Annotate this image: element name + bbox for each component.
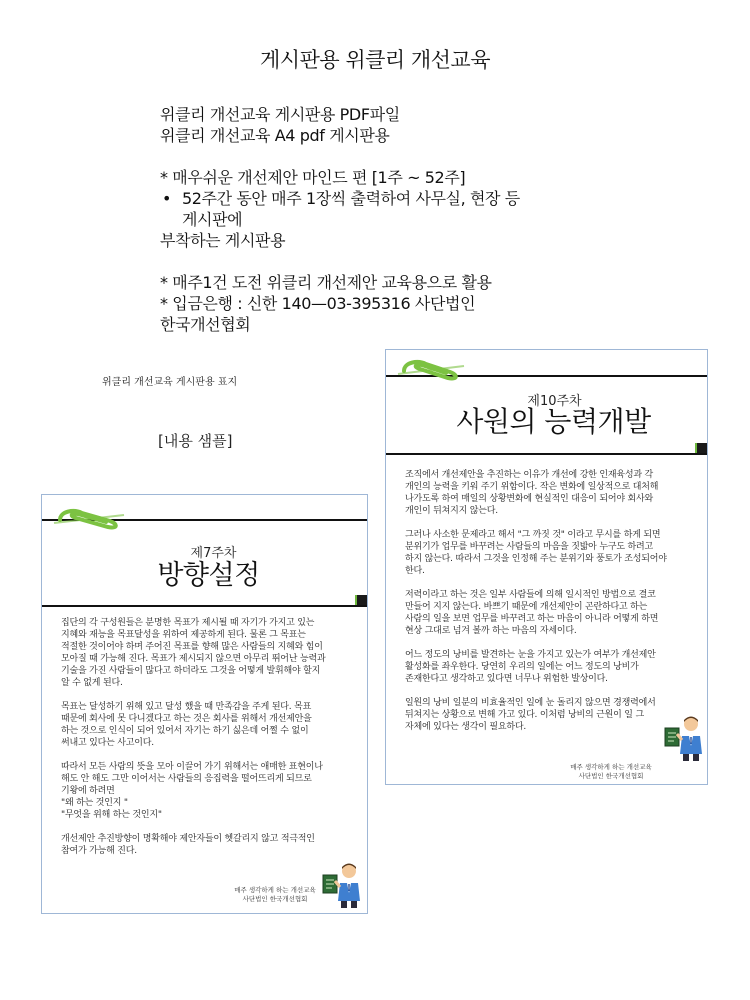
- intro-line: 게시판에: [182, 210, 243, 229]
- body-line: 해도 안 해도 그만 이어서는 사람들의 응집력을 떨어뜨리게 되므로: [61, 774, 312, 784]
- body-line: 지혜와 재능을 목표달성을 위하여 제공하게 된다. 물론 그 목표는: [61, 630, 306, 640]
- mascot-presenter-icon: [664, 714, 704, 762]
- body-line: 하지 않는다. 따라서 그것을 인정해 주는 분위기와 풍토가 조성되어야: [405, 554, 667, 564]
- poster-header: [42, 495, 367, 615]
- body-line: 어느 정도의 낭비를 발견하는 눈을 가지고 있는가 여부가 개선제안: [405, 650, 656, 660]
- body-paragraph: [61, 833, 361, 857]
- body-line: 현상 그대로 넘겨 볼까 하는 마음의 자세이다.: [405, 626, 577, 636]
- intro-line: 위클리 개선교육 A4 pdf 게시판용: [160, 126, 390, 145]
- body-line: 조직에서 개선제안을 추진하는 이유가 개선에 강한 인재육성과 각: [405, 470, 653, 480]
- intro-line: 한국개선협회: [160, 315, 251, 334]
- rule-end-cap: [695, 443, 707, 453]
- body-line: 한다.: [405, 566, 425, 576]
- body-line: 적절한 것이어야 하며 주어진 목표를 향해 많은 사람들의 지혜와 힘이: [61, 642, 323, 652]
- poster-body: [61, 617, 361, 869]
- paperclip-logo-icon: [396, 356, 468, 382]
- intro-line: * 매주1건 도전 위클리 개선제안 교육용으로 활용: [160, 273, 492, 292]
- body-line: 사람의 일을 보면 업무를 바꾸려고 하는 마음이 아니라 어떻게 하면: [405, 614, 659, 624]
- poster-footer: [220, 886, 330, 904]
- body-line: 알 수 없게 된다.: [61, 678, 123, 688]
- body-line: 모아질 때 가능해 진다. 목표가 제시되지 않으면 아무리 뛰어난 능력과: [61, 654, 326, 664]
- body-paragraph: [405, 529, 702, 577]
- intro-bullet-line: • 52주간 동안 매주 1장씩 출력하여 사무실, 현장 등: [160, 188, 590, 209]
- body-line: 일원의 낭비 일분의 비효율적인 일에 눈 돌리지 않으면 경쟁력에서: [405, 698, 656, 708]
- poster-header: [386, 350, 707, 463]
- footer-line: 매주 생각하게 하는 개선교육: [570, 763, 652, 771]
- poster-card-week7: [41, 494, 368, 914]
- rule-end-cap: [355, 595, 367, 605]
- body-line: 분위기가 업무를 바꾸려는 사람들의 마음을 짓밟아 누구도 하려고: [405, 542, 653, 552]
- intro-line: 부착하는 게시판용: [160, 231, 286, 250]
- body-line: 개선제안 추진방향이 명확해야 제안자들이 헷갈리지 않고 적극적인: [61, 834, 315, 844]
- body-line: 활성화를 좌우한다. 당연히 우리의 일에는 어느 정도의 낭비가: [405, 662, 639, 672]
- poster-footer: [556, 763, 666, 781]
- body-paragraph: [405, 589, 702, 637]
- cover-label: 위클리 개선교육 게시판용 표지: [102, 377, 238, 388]
- body-line: 목표는 달성하기 위해 있고 달성 했을 때 만족감을 주게 된다. 목표: [61, 702, 312, 712]
- body-line: 하는 것으로 인식이 되어 있어서 자기는 하기 싫은데 어쩔 수 없이: [61, 726, 309, 736]
- body-line: 개인의 능력을 키워 주기 위함이다. 작은 변화에 일상적으로 대처해: [405, 482, 659, 492]
- body-line: 참여가 가능해 진다.: [61, 846, 137, 856]
- body-line: 자체에 있다는 생각이 필요하다.: [405, 722, 527, 732]
- week-number: 제10주차: [527, 394, 582, 409]
- intro-line: * 매우쉬운 개선제안 마인드 편 [1주 ~ 52주]: [160, 168, 466, 187]
- body-line: 따라서 모든 사람의 뜻을 모아 이끌어 가기 위해서는 애매한 표현이나: [61, 762, 323, 772]
- body-paragraph: [405, 469, 702, 517]
- body-paragraph: [61, 701, 361, 749]
- poster-topic: 방향설정: [157, 560, 260, 591]
- poster-topic: 사원의 능력개발: [456, 405, 651, 438]
- poster-card-week10: [385, 349, 708, 785]
- footer-line: 사단법인 한국개선협회: [578, 772, 644, 780]
- footer-line: 사단법인 한국개선협회: [242, 895, 308, 903]
- body-line: "왜 하는 것인지 ": [61, 798, 128, 808]
- body-line: 기왕에 하려면: [61, 786, 115, 796]
- page-title: 게시판용 위클리 개선교육: [260, 48, 490, 72]
- intro-spacer: [160, 146, 590, 167]
- body-paragraph: [61, 617, 361, 689]
- intro-spacer: [160, 251, 590, 272]
- body-paragraph: [405, 649, 702, 685]
- intro-line: * 입금은행 : 신한 140—03-395316 사단법인: [160, 294, 476, 313]
- body-line: 만들어 지지 않는다. 바쁘기 때문에 개선제안이 곤란하다고 하는: [405, 602, 648, 612]
- footer-line: 매주 생각하게 하는 개선교육: [234, 886, 316, 894]
- header-rule-bottom: [42, 605, 367, 607]
- body-line: 저력이라고 하는 것은 일부 사람들에 의해 일시적인 방법으로 결코: [405, 590, 656, 600]
- body-line: 집단의 각 구성원들은 분명한 목표가 제시될 때 자기가 가지고 있는: [61, 618, 315, 628]
- body-line: 써내고 있다는 사고이다.: [61, 738, 154, 748]
- poster-body: [405, 469, 702, 745]
- sample-label: [내용 샘플]: [158, 432, 233, 450]
- body-line: 그러나 사소한 문제라고 해서 "그 까짓 것" 이라고 무시를 하게 되면: [405, 530, 661, 540]
- intro-text-block: [160, 104, 590, 335]
- header-rule-bottom: [386, 453, 707, 455]
- body-line: 때문에 회사에 못 다니겠다고 하는 것은 회사를 위해서 개선제안을: [61, 714, 312, 724]
- body-line: 존재한다고 생각하고 있다면 너무나 위험한 발상이다.: [405, 674, 608, 684]
- body-line: 개인이 뒤쳐지지 않는다.: [405, 506, 498, 516]
- paperclip-logo-icon: [52, 505, 130, 531]
- week-number: 제7주차: [190, 546, 237, 561]
- body-paragraph: [405, 697, 702, 733]
- intro-line: 위클리 개선교육 게시판용 PDF파일: [160, 105, 400, 124]
- body-line: 뒤쳐지는 상황으로 변해 가고 있다. 이처럼 낭비의 근원이 일 그: [405, 710, 644, 720]
- mascot-presenter-icon: [322, 861, 362, 909]
- body-line: 나가도록 하여 매일의 상황변화에 현실적인 대응이 되어야 회사와: [405, 494, 653, 504]
- body-line: 기술을 가진 사람들이 많다고 하더라도 그것을 어떻게 발휘해야 할지: [61, 666, 321, 676]
- body-paragraph: [61, 761, 361, 821]
- body-line: "무엇을 위해 하는 것인지": [61, 810, 162, 820]
